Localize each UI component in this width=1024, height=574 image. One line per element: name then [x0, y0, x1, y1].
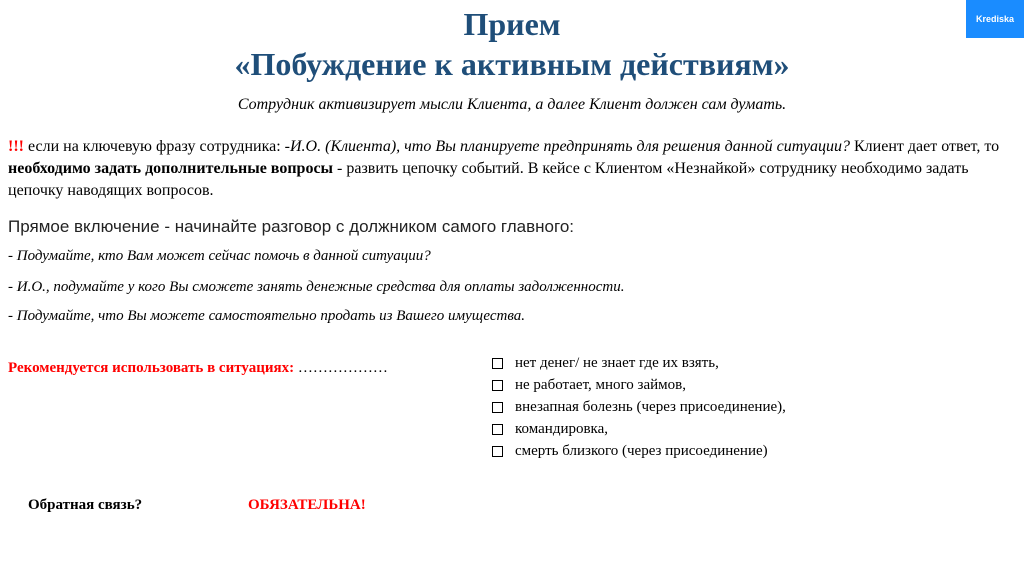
- paragraph-text-1: если на ключевую фразу сотрудника: -: [23, 138, 290, 155]
- list-item: [490, 441, 786, 461]
- situations-list: [490, 353, 786, 463]
- list-item: [490, 375, 786, 395]
- list-item-label: нет денег/ не знает где их взять,: [515, 355, 719, 371]
- list-item: [490, 419, 786, 439]
- checkbox-icon: [492, 424, 503, 435]
- paragraph-emphasis: необходимо задать дополнительные вопросы: [8, 160, 334, 177]
- list-item-label: командировка,: [515, 421, 609, 437]
- recommendation-dots: ………………: [294, 360, 388, 376]
- paragraph-text-2: Клиент дает ответ, то: [850, 138, 1000, 155]
- list-item-label: не работает, много займов,: [515, 377, 686, 393]
- title-line-1: Прием: [463, 6, 561, 42]
- question-item: - Подумайте, кто Вам может сейчас помочь в данной ситуации?: [8, 248, 431, 264]
- feedback-label: Обратная связь?: [28, 497, 143, 513]
- subtitle: Сотрудник активизирует мысли Клиента, а далее Клиент должен сам думать.: [237, 96, 787, 113]
- feedback-value: ОБЯЗАТЕЛЬНА!: [248, 497, 366, 513]
- list-item: [490, 353, 786, 373]
- intro-paragraph: [8, 136, 1008, 202]
- checkbox-icon: [492, 446, 503, 457]
- checkbox-icon: [492, 380, 503, 391]
- question-item: - Подумайте, что Вы можете самостоятельно продать из Вашего имущества.: [8, 308, 526, 324]
- paragraph-text-3: - развить цепочку событий. В кейсе с Клиентом «Незнайкой» сотруднику необходимо задать цепочку наводящих вопросов.: [8, 160, 969, 199]
- checkbox-icon: [492, 358, 503, 369]
- exclamation-mark: !!!: [8, 138, 24, 155]
- question-item: - И.О., подумайте у кого Вы сможете занять денежные средства для оплаты задолженности.: [8, 279, 625, 295]
- recommendation-line: [8, 358, 388, 378]
- page-title: [0, 4, 1024, 84]
- list-item-label: внезапная болезнь (через присоединение),: [515, 399, 786, 415]
- paragraph-key-phrase: И.О. (Клиента), что Вы планируете предпринять для решения данной ситуации?: [290, 138, 850, 155]
- checkbox-icon: [492, 402, 503, 413]
- brand-logo: Krediska: [966, 0, 1024, 38]
- lead-statement: Прямое включение - начинайте разговор с должником самого главного:: [8, 217, 574, 236]
- title-line-2: «Побуждение к активным действиям»: [234, 46, 790, 82]
- recommendation-label: Рекомендуется использовать в ситуациях:: [8, 360, 295, 376]
- list-item: [490, 397, 786, 417]
- list-item-label: смерть близкого (через присоединение): [515, 443, 768, 459]
